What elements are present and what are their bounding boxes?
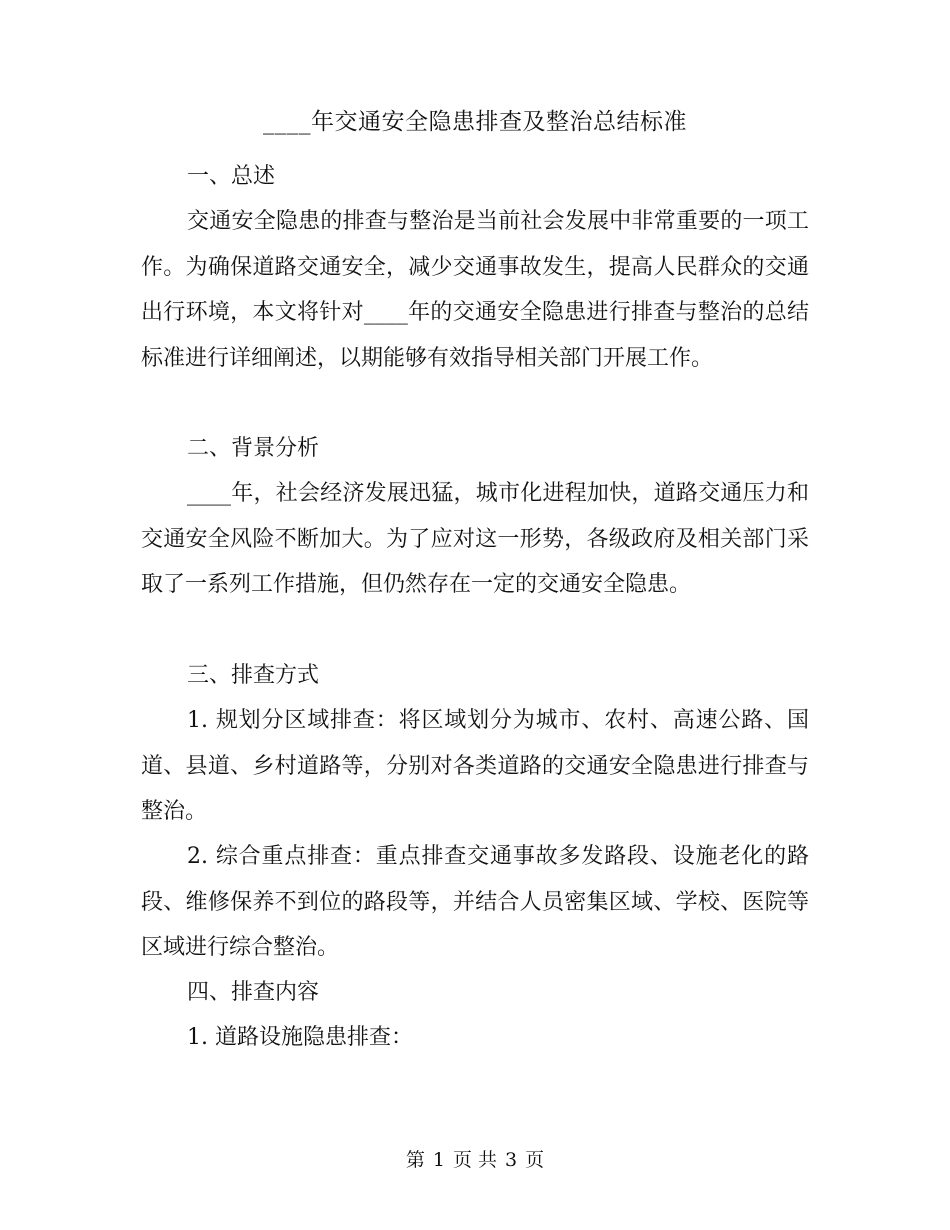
section-3-item-1 [141,698,809,835]
heading-text: 一、总述 [187,164,276,189]
section-2-paragraph [141,471,809,608]
paragraph-text: ____年，社会经济发展迅猛，城市化进程加快，道路交通压力和交通安全风险不断加大。为了应对这一形势，各级政府及相关部门采取了一系列工作措施，但仍然存在一定的交通安全隐患。 [141,481,809,597]
heading-text: 二、背景分析 [187,436,320,461]
section-1-heading [141,154,809,200]
section-4-item-1 [141,1015,809,1061]
list-item-text: 1. 道路设施隐患排查： [187,1025,413,1050]
list-item-text: 2. 综合重点排查：重点排查交通事故多发路段、设施老化的路段、维修保养不到位的路段等，并结合人员密集区域、学校、医院等区域进行综合整治。 [141,844,809,960]
page-label-suffix: 页 [525,1149,545,1171]
heading-text: 三、排查方式 [187,663,320,688]
section-4-heading [141,970,809,1016]
section-1-paragraph [141,199,809,381]
section-3-item-2 [141,834,809,971]
total-pages-number: 3 [505,1149,518,1171]
paragraph-text: 交通安全隐患的排查与整治是当前社会发展中非常重要的一项工作。为确保道路交通安全，减少交通事故发生，提高人民群众的交通出行环境，本文将针对____年的交通安全隐患进行排查与整治的总结标准进行详细阐述，以期能够有效指导相关部门开展工作。 [141,209,809,371]
page-footer [0,1146,950,1174]
page-label-mid: 页 共 [452,1149,498,1171]
current-page-number: 1 [432,1149,445,1171]
heading-text: 四、排查内容 [187,980,320,1005]
page-label-prefix: 第 [405,1149,425,1171]
section-3-heading [141,653,809,699]
document-title: ____年交通安全隐患排查及整治总结标准 [263,109,687,135]
list-item-text: 1. 规划分区域排查：将区域划分为城市、农村、高速公路、国道、县道、乡村道路等，分别对各类道路的交通安全隐患进行排查与整治。 [141,708,809,824]
section-2-heading [141,426,809,472]
